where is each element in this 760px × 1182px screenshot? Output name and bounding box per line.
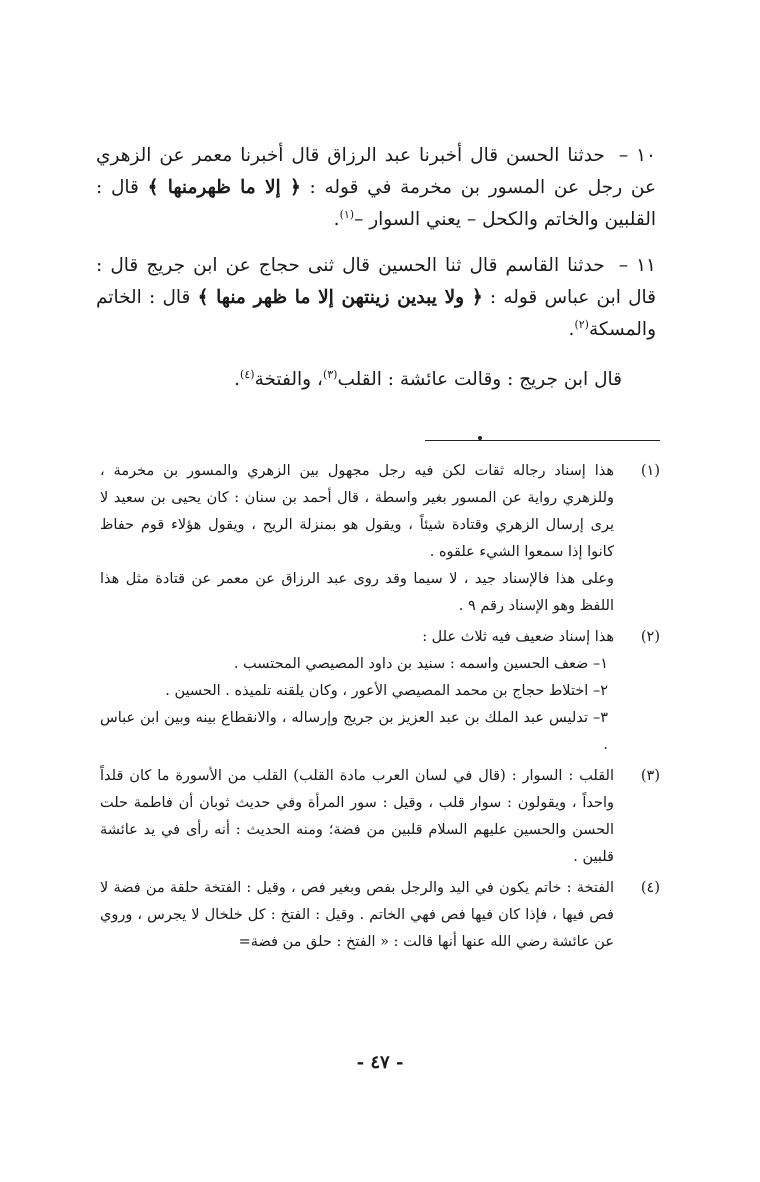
quran-quote: ﴿ إلا ما ظهرمنها ﴾ <box>147 177 301 198</box>
paragraph-number: ١١ – <box>618 255 656 276</box>
footnote-ref: (١) <box>339 207 355 221</box>
footnote-number: (٤) <box>640 880 660 896</box>
divider-dot <box>478 436 482 440</box>
footnote-text: الفتخة : خاتم يكون في اليد والرجل بفص وبغير فص ، وقيل : الفتخة حلقة من فضة لا فص فيها ، فإذا كان فيها فص فهي الخاتم . وقيل : الفتخ : كل خلخال لا يجرس ، وروي عن عائشة رضي الله عنها أنها قالت : « الفتخ : حلق من فضة= <box>100 880 614 950</box>
quran-quote: ﴿ ولا يبدين زينتهن إلا ما ظهر منها ﴾ <box>197 287 483 308</box>
paragraph-text: حدثنا القاسم قال ثنا الحسين قال ثنى حجاج عن ابن جريج قال : قال ابن عباس قوله : <box>96 255 656 308</box>
paragraph-text: حدثنا الحسن قال أخبرنا عبد الرزاق قال أخبرنا معمر عن الزهري عن رجل عن المسور بن مخرمة في قوله : <box>96 145 656 198</box>
footnote-text: وعلى هذا فالإسناد جيد ، لا سيما وقد روى عبد الرزاق عن معمر عن قتادة مثل هذا اللفظ وهو الإسناد رقم ٩ . <box>100 571 614 614</box>
paragraph-10 <box>96 140 656 236</box>
footnote-ref: (٣) <box>322 367 338 381</box>
footnote-ref: (٤) <box>240 367 255 381</box>
paragraph-text: قال : الخاتم والمسكة <box>96 287 656 340</box>
footnote-body <box>100 458 614 620</box>
footnotes <box>100 458 660 960</box>
paragraph-text: قال ابن جريج : وقالت عائشة : القلب <box>337 369 622 390</box>
footnote-divider <box>425 440 660 441</box>
paragraph-number: ١٠ – <box>618 145 656 166</box>
punctuation: . <box>333 209 340 230</box>
footnote-ref: (٢) <box>574 317 589 331</box>
footnote-body <box>100 624 614 759</box>
footnote-number: (٢) <box>640 629 660 645</box>
footnote-3 <box>100 763 660 871</box>
main-text <box>96 140 656 396</box>
page-number: - ٤٧ - <box>356 1052 404 1073</box>
footnote-number: (١) <box>640 463 660 479</box>
footnote-item: ٣– تدليس عبد الملك بن عبد العزيز بن جريج وإرساله ، والانقطاع بينه وبين ابن عباس . <box>100 710 608 753</box>
punctuation: . <box>568 319 575 340</box>
footnote-body <box>100 763 614 871</box>
paragraph-text: ، والفتخة <box>254 369 323 390</box>
footnote-text: هذا إسناد ضعيف فيه ثلاث علل : <box>422 629 614 645</box>
footnote-1 <box>100 458 660 620</box>
footnote-item: ١– ضعف الحسين واسمه : سنيد بن داود المصيصي المحتسب . <box>233 656 608 672</box>
paragraph-quote <box>96 364 622 396</box>
footnote-4 <box>100 875 660 956</box>
paragraph-11 <box>96 250 656 346</box>
footnote-2 <box>100 624 660 759</box>
footnote-text: هذا إسناد رجاله ثقات لكن فيه رجل مجهول بين الزهري والمسور بن مخرمة ، وللزهري رواية عن المسور بغير واسطة ، قال أحمد بن سنان : كان يحيى بن سعيد لا يرى إرسال الزهري وقتادة شيئاً ، ويقول هو بمنزلة الريح ، ويقول هؤلاء قوم حفاظ كانوا إذا سمعوا الشيء علقوه . <box>100 463 614 560</box>
footnote-text: القلب : السوار : (قال في لسان العرب مادة القلب) القلب من الأسورة ما كان قلداً واحداً ، ويقولون : سوار قلب ، وقيل : سور المرأة وفي حديث ثوبان أن فاطمة حلت الحسن والحسين عليهم السلام قلبين من فضة؛ ومنه الحديث : أنه رأى في يد عائشة قلبين . <box>100 768 614 865</box>
footnote-number: (٣) <box>640 768 660 784</box>
paragraph-text: قال : القلبين والخاتم والكحل – يعني السوار – <box>96 177 656 230</box>
footnote-body <box>100 875 614 956</box>
footnote-item: ٢– اختلاط حجاج بن محمد المصيصي الأعور ، وكان يلقنه تلميذه . الحسين . <box>165 683 608 699</box>
punctuation: . <box>234 369 241 390</box>
